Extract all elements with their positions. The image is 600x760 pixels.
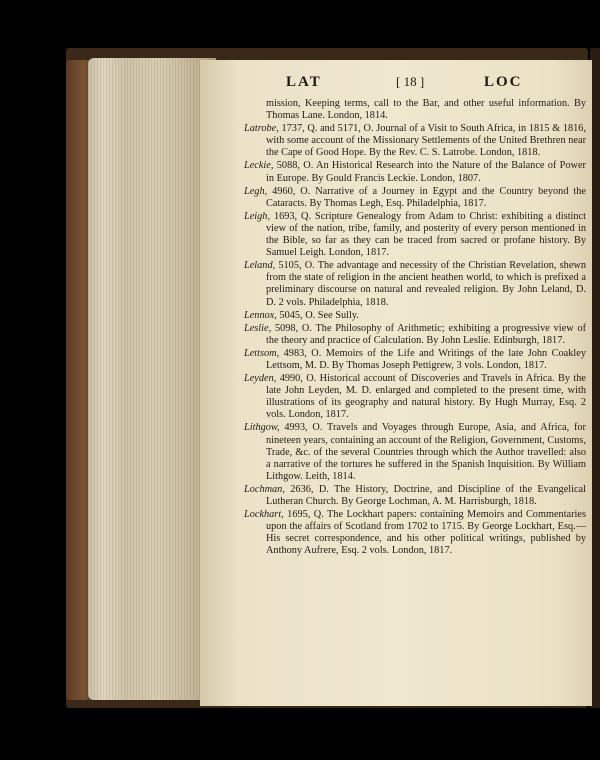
catalogue-entry [244,373,586,421]
entry-text: 2636, D. The History, Doctrine, and Discipline of the Evangelical Lutheran Church. By George Lochman, A. M. Harrisburgh, 1818. [266,483,586,507]
running-head [200,74,592,94]
catalogue-entry [244,348,586,372]
entry-text: mission, Keeping terms, call to the Bar, and other useful information. By Thomas Lane. London, 1814. [266,98,586,122]
catalogue-entry [244,310,586,322]
catalogue-entry [244,186,586,210]
catalogue-entry [244,98,586,122]
catalogue-entries [244,98,586,558]
catalogue-entry [244,211,586,259]
entry-text: 1737, Q. and 5171, O. Journal of a Visit to South Africa, in 1815 & 1816, with some account of the Missionary Settlements of the United Brethren near the Cape of Good Hope. By the Rev. C. S. Latrobe. London, 1818. [266,123,586,159]
entry-headword: Legh, [244,185,268,197]
entry-text: 5105, O. The advantage and necessity of the Christian Revelation, shewn from the state of religion in the ancient heathen world, to which is prefixed a preliminary discourse on natural and revealed religion. By John Leland, D. D. 2 vols. Philadelphia, 1818. [266,260,586,308]
entry-text: 5045, O. See Sully. [276,309,359,321]
catalogue-entry [244,323,586,347]
catalogue-entry [244,422,586,482]
page-edges [88,58,216,700]
running-head-left: LAT [286,74,322,90]
entry-headword: Leslie, [244,322,272,334]
entry-text: 1695, Q. The Lockhart papers: containing Memoirs and Commentaries upon the affairs of Scotland from 1702 to 1715. By George Lockhart, Esq.—His secret correspondence, and his other political writings, published by Anthony Aufrere, Esq. 2 vols. London, 1817. [266,509,586,557]
entry-text: 5098, O. The Philosophy of Arithmetic; exhibiting a progressive view of the theory and practice of Calculation. By John Leslie. Edinburgh, 1817. [266,322,586,346]
catalogue-entry [244,509,586,557]
entry-headword: Lennox, [244,309,277,321]
page-number: [ 18 ] [396,74,425,89]
running-head-right: LOC [484,74,523,90]
entry-headword: Leckie, [244,160,274,172]
entry-text: 4983, O. Memoirs of the Life and Writings of the late John Coakley Lettsom, M. D. By Thomas Joseph Pettigrew, 3 vols. London, 1817. [266,347,586,371]
entry-headword: Leigh, [244,210,271,222]
book-page [200,60,592,706]
catalogue-entry [244,484,586,508]
entry-headword: Leland, [244,260,276,272]
entry-text: 4960, O. Narrative of a Journey in Egypt and the Country beyond the Cataracts. By Thomas Legh, Esq. Philadelphia, 1817. [266,185,586,209]
entry-headword: Lettsom, [244,347,280,359]
catalogue-entry [244,160,586,184]
entry-headword: Latrobe, [244,123,279,135]
entry-headword: Lithgow, [244,422,280,434]
entry-text: 4990, O. Historical account of Discoveries and Travels in Africa. By the late John Leyden, M. D. enlarged and completed to the present time, with illustrations of its geography and natural history. By Hugh Murray, Esq. 2 vols. London, 1817. [266,373,586,421]
entry-headword: Leyden, [244,373,277,385]
entry-text: 1693, Q. Scripture Genealogy from Adam to Christ: exhibiting a distinct view of the nation, tribe, family, and posterity of every person mentioned in the Bible, so far as they can be traced from sacred or profane history. By Samuel Leigh. London, 1817. [266,210,586,259]
entry-headword: Lockhart, [244,509,284,521]
entry-text: 4993, O. Travels and Voyages through Europe, Asia, and Africa, for nineteen years, containing an account of the Religion, Government, Customs, Trade, &c. of the several Countries through which the Author travelled: also a narrative of the tortures he suffered in the Spanish Inquisition. By William Lithgow. Leith, 1814. [266,422,586,482]
entry-text: 5088, O. An Historical Research into the Nature of the Balance of Power in Europe. By Gould Francis Leckie. London, 1807. [266,160,586,184]
catalogue-entry [244,123,586,159]
entry-headword: Lochman, [244,483,285,495]
catalogue-entry [244,260,586,308]
